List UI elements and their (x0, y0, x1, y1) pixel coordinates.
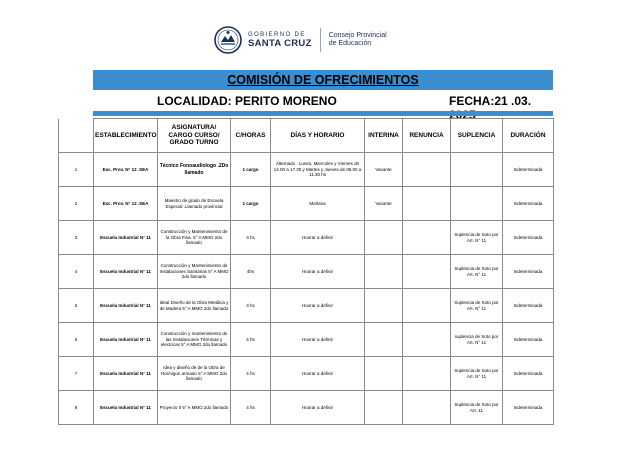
cell-asignatura: Construcción y Mantenimiento de la Obra Fina. 5° A MMO 2do llamado (158, 221, 231, 255)
row-number: 3 (59, 221, 94, 255)
cell-asignatura: Proyecto II 5° A MMO 2do llamado (158, 391, 231, 425)
cell-duracion: Indeterminada (503, 289, 554, 323)
table-row (59, 289, 554, 323)
cell-horas: 4 hs (231, 323, 271, 357)
gov-bottom-text: SANTA CRUZ (248, 37, 312, 49)
cell-horas: 4 hs (231, 391, 271, 425)
cell-dias: Alternado . Lunes, Miercoles y Viernes de 14.00 a 17.30 y Martes y Jueves de 08.00 a 11.30 hs (271, 153, 365, 187)
cell-horas: 1 cargo (231, 153, 271, 187)
cell-interina (365, 221, 403, 255)
cell-renuncia (403, 357, 451, 391)
cell-interina (365, 391, 403, 425)
header-duracion: DURACIÓN (503, 119, 554, 153)
cell-establecimiento: Escuela Industrial N° 11 (94, 255, 158, 289)
row-number: 7 (59, 357, 94, 391)
cell-suplencia (451, 187, 503, 221)
cell-duracion: Indeterminada (503, 221, 554, 255)
cell-asignatura: Construcción y Mantenimiento de Instalaciones Sanitarias 5° A MMO 2do llamado (158, 255, 231, 289)
table-row (59, 221, 554, 255)
cell-establecimiento: Esc. Prov. N° 12 .SEA (94, 187, 158, 221)
table-row (59, 153, 554, 187)
row-number: 5 (59, 289, 94, 323)
locality-label: LOCALIDAD: PERITO MORENO (157, 94, 337, 108)
cell-dias: Hoorar a definir (271, 391, 365, 425)
cell-dias: Hoorar a definir (271, 221, 365, 255)
table-row (59, 391, 554, 425)
cell-asignatura: Ideal Diseño de la Obra Metálica y de Madera 5° A MMO 2do llamado (158, 289, 231, 323)
offers-table (58, 118, 554, 425)
cell-dias: Hoorar a definir (271, 323, 365, 357)
cell-renuncia (403, 289, 451, 323)
cell-asignatura: Técnico Fonoaudiologo .2Do llamado (158, 153, 231, 187)
cell-duracion: Indeterminada (503, 255, 554, 289)
cell-duracion: Indeterminada (503, 323, 554, 357)
cell-asignatura: Construcción y mantenimiento de las Instalaciones Térmicas y electricas 5° A MMO 2do llamado (158, 323, 231, 357)
header-interina: INTERINA (365, 119, 403, 153)
header-horas: C/HORAS (231, 119, 271, 153)
table-header-row (59, 119, 554, 153)
provincial-seal-icon (214, 26, 242, 54)
cell-establecimiento: Esc. Prov. N° 12 .SEA (94, 153, 158, 187)
cell-dias: Hoorar a definir (271, 357, 365, 391)
cell-establecimiento: Escuela Industrial N° 11 (94, 323, 158, 357)
cell-interina (365, 289, 403, 323)
cell-suplencia: Suplencia de Soto por Art. N° 11 (451, 289, 503, 323)
cell-duracion: Indeterminada (503, 187, 554, 221)
header-number (59, 119, 94, 153)
logo-divider (320, 28, 321, 52)
cell-suplencia: Suplencia de Soto por Art. N° 11 (451, 357, 503, 391)
cell-duracion: Indeterminada (503, 357, 554, 391)
cell-interina (365, 255, 403, 289)
cell-renuncia (403, 391, 451, 425)
council-line-2: de Educación (328, 40, 372, 47)
row-number: 8 (59, 391, 94, 425)
table-row (59, 323, 554, 357)
row-number: 1 (59, 153, 94, 187)
cell-suplencia: Suplencia de Soto por Art. N° 11 (451, 221, 503, 255)
cell-asignatura: Idea y diseño de de la Obra de Hormigon armado 5° A MMO 2do llamado (158, 357, 231, 391)
cell-horas: 3 hs (231, 289, 271, 323)
cell-horas: 1 cargo (231, 187, 271, 221)
header-establecimiento: ESTABLECIMIENTO (94, 119, 158, 153)
cell-horas: 3 hs (231, 221, 271, 255)
cell-establecimiento: Escuela Industrial N° 11 (94, 221, 158, 255)
table-row (59, 255, 554, 289)
cell-suplencia: Suplencia de Soto por Art. 11 (451, 391, 503, 425)
cell-renuncia (403, 153, 451, 187)
cell-asignatura: Maestro de grado de Escuela Especial .Llamado provincial (158, 187, 231, 221)
government-name (248, 32, 312, 49)
cell-establecimiento: Escuela Industrial N° 11 (94, 391, 158, 425)
cell-dias: Hoorar a definir (271, 255, 365, 289)
cell-duracion: Indeterminada (503, 153, 554, 187)
row-number: 4 (59, 255, 94, 289)
cell-horas: 4hs (231, 255, 271, 289)
subtitle-row (93, 91, 553, 111)
cell-establecimiento: Escuela Industrial N° 11 (94, 289, 158, 323)
council-line-1: Consejo Provincial (328, 31, 387, 39)
cell-renuncia (403, 255, 451, 289)
header-suplencia: SUPLENCIA (451, 119, 503, 153)
government-logo (214, 25, 387, 55)
cell-renuncia (403, 323, 451, 357)
document-title: COMISIÓN DE OFRECIMIENTOS (227, 73, 419, 87)
row-number: 2 (59, 187, 94, 221)
council-name (329, 32, 387, 48)
cell-establecimiento: Escuela Industrial N° 11 (94, 357, 158, 391)
header-dias: DÍAS Y HORARIO (271, 119, 365, 153)
cell-renuncia (403, 187, 451, 221)
cell-suplencia (451, 153, 503, 187)
cell-dias: Hoorar a definir (271, 289, 365, 323)
cell-dias: Mañana (271, 187, 365, 221)
cell-interina (365, 357, 403, 391)
header-renuncia: RENUNCIA (403, 119, 451, 153)
cell-suplencia: Suplencia de Soto por Art. N° 11 (451, 255, 503, 289)
header-asignatura: ASIGNATURA/ CARGO CURSO/ GRADO TURNO (158, 119, 231, 153)
cell-renuncia (403, 221, 451, 255)
gov-top-text: GOBIERNO DE (248, 31, 306, 38)
row-number: 6 (59, 323, 94, 357)
cell-interina: Vacante (365, 153, 403, 187)
cell-suplencia: suplencia de Soto por Art. N° 11 (451, 323, 503, 357)
table-row (59, 187, 554, 221)
table-row (59, 357, 554, 391)
title-bar (93, 70, 553, 90)
date-label: FECHA:21 .03. (449, 94, 532, 108)
blue-divider-strip (93, 111, 553, 116)
cell-duracion: Indeterminada (503, 391, 554, 425)
cell-interina (365, 323, 403, 357)
cell-horas: 4 hs (231, 357, 271, 391)
cell-interina: Vacante (365, 187, 403, 221)
